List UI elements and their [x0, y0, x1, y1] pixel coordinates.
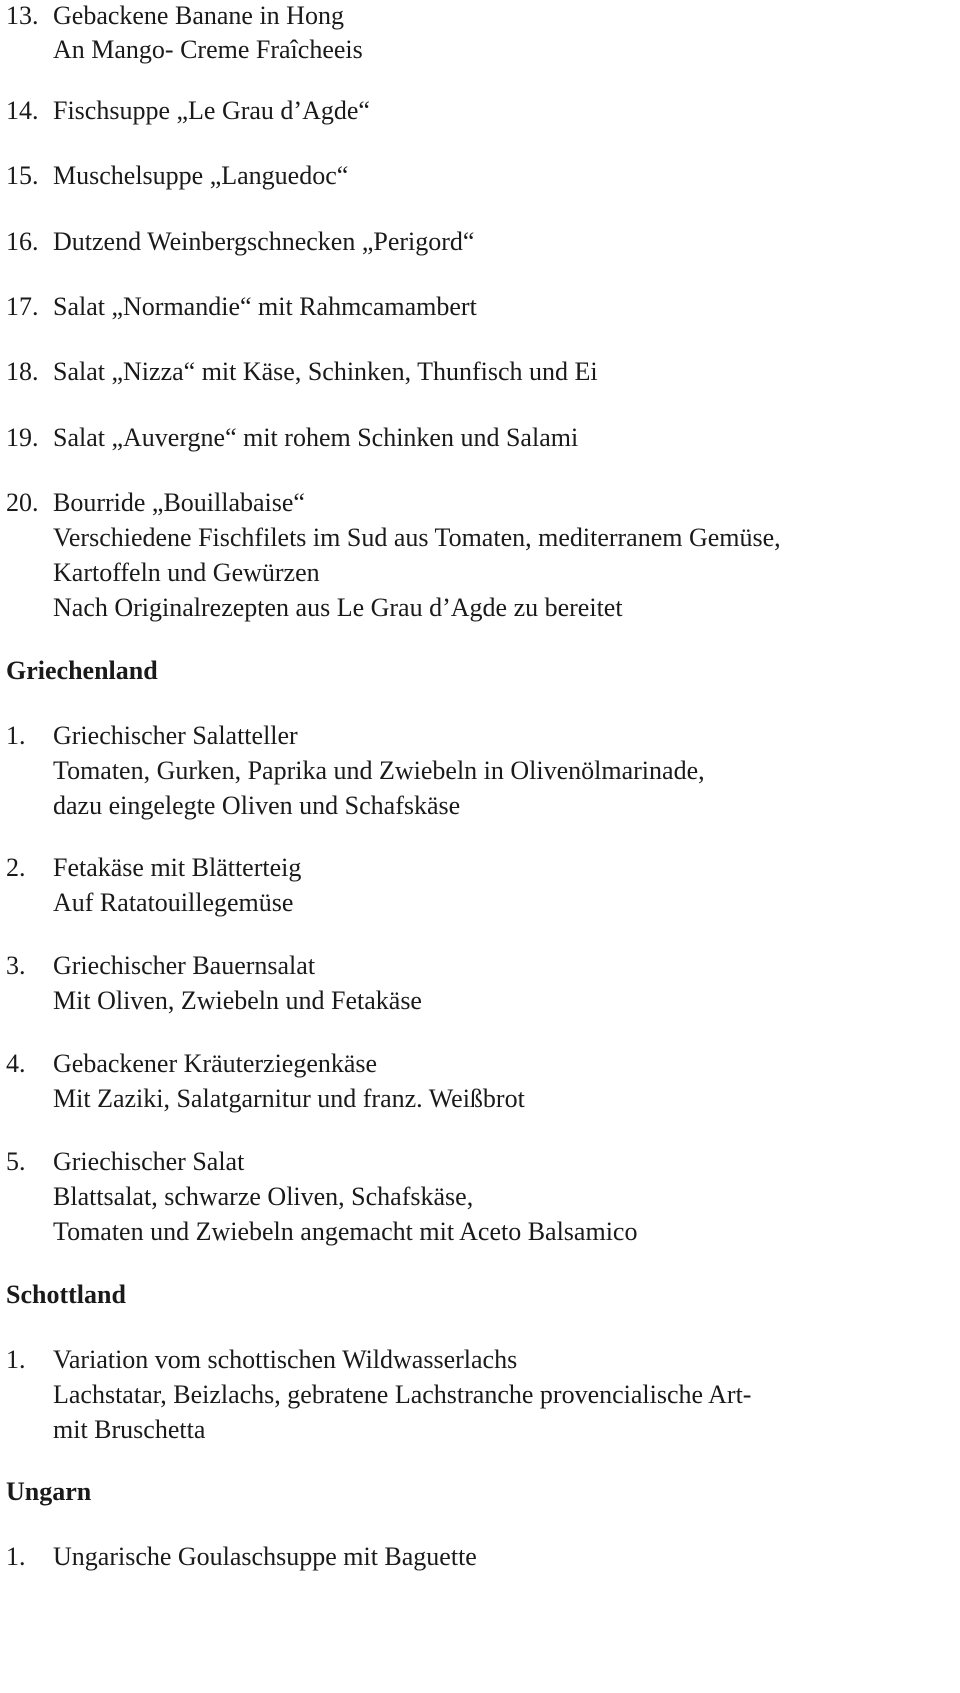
item-title: Muschelsuppe „Languedoc“	[53, 161, 349, 190]
item-number: 16.	[6, 227, 39, 256]
item-description: Blattsalat, schwarze Oliven, Schafskäse,	[53, 1182, 474, 1211]
item-description: mit Bruschetta	[53, 1415, 206, 1444]
item-number: 19.	[6, 423, 39, 452]
item-description: Tomaten, Gurken, Paprika und Zwiebeln in Olivenölmarinade,	[53, 756, 705, 785]
item-description: Verschiedene Fischfilets im Sud aus Tomaten, mediterranem Gemüse,	[53, 523, 781, 552]
item-title: Salat „Nizza“ mit Käse, Schinken, Thunfisch und Ei	[53, 357, 598, 386]
item-description: Lachstatar, Beizlachs, gebratene Lachstranche provencialische Art-	[53, 1380, 752, 1409]
item-description: Kartoffeln und Gewürzen	[53, 558, 320, 587]
item-title: Griechischer Salatteller	[53, 721, 298, 750]
item-description: Auf Ratatouillegemüse	[53, 888, 294, 917]
item-description: Tomaten und Zwiebeln angemacht mit Aceto Balsamico	[53, 1217, 638, 1246]
item-number: 18.	[6, 357, 39, 386]
section-heading-schottland: Schottland	[6, 1280, 126, 1309]
item-title: Variation vom schottischen Wildwasserlachs	[53, 1345, 518, 1374]
item-title: Gebackene Banane in Hong	[53, 1, 344, 30]
item-description: An Mango- Creme Fraîcheeis	[53, 35, 363, 64]
item-title: Ungarische Goulaschsuppe mit Baguette	[53, 1542, 477, 1571]
item-number: 4.	[6, 1049, 26, 1078]
item-number: 15.	[6, 161, 39, 190]
item-title: Salat „Normandie“ mit Rahmcamambert	[53, 292, 477, 321]
section-heading-griechenland: Griechenland	[6, 656, 158, 685]
item-number: 5.	[6, 1147, 26, 1176]
item-description: Mit Oliven, Zwiebeln und Fetakäse	[53, 986, 422, 1015]
item-title: Bourride „Bouillabaise“	[53, 488, 305, 517]
item-title: Gebackener Kräuterziegenkäse	[53, 1049, 378, 1078]
item-title: Griechischer Salat	[53, 1147, 245, 1176]
item-description: dazu eingelegte Oliven und Schafskäse	[53, 791, 461, 820]
item-title: Dutzend Weinbergschnecken „Perigord“	[53, 227, 475, 256]
item-number: 13.	[6, 1, 39, 30]
item-number: 20.	[6, 488, 39, 517]
item-number: 14.	[6, 96, 39, 125]
item-number: 2.	[6, 853, 26, 882]
item-number: 1.	[6, 721, 26, 750]
section-heading-ungarn: Ungarn	[6, 1477, 92, 1506]
item-description: Nach Originalrezepten aus Le Grau d’Agde zu bereitet	[53, 593, 623, 622]
item-number: 1.	[6, 1542, 26, 1571]
item-number: 17.	[6, 292, 39, 321]
item-title: Fischsuppe „Le Grau d’Agde“	[53, 96, 370, 125]
item-number: 3.	[6, 951, 26, 980]
item-description: Mit Zaziki, Salatgarnitur und franz. Weißbrot	[53, 1084, 525, 1113]
item-title: Griechischer Bauernsalat	[53, 951, 316, 980]
item-number: 1.	[6, 1345, 26, 1374]
item-title: Salat „Auvergne“ mit rohem Schinken und Salami	[53, 423, 579, 452]
item-title: Fetakäse mit Blätterteig	[53, 853, 302, 882]
